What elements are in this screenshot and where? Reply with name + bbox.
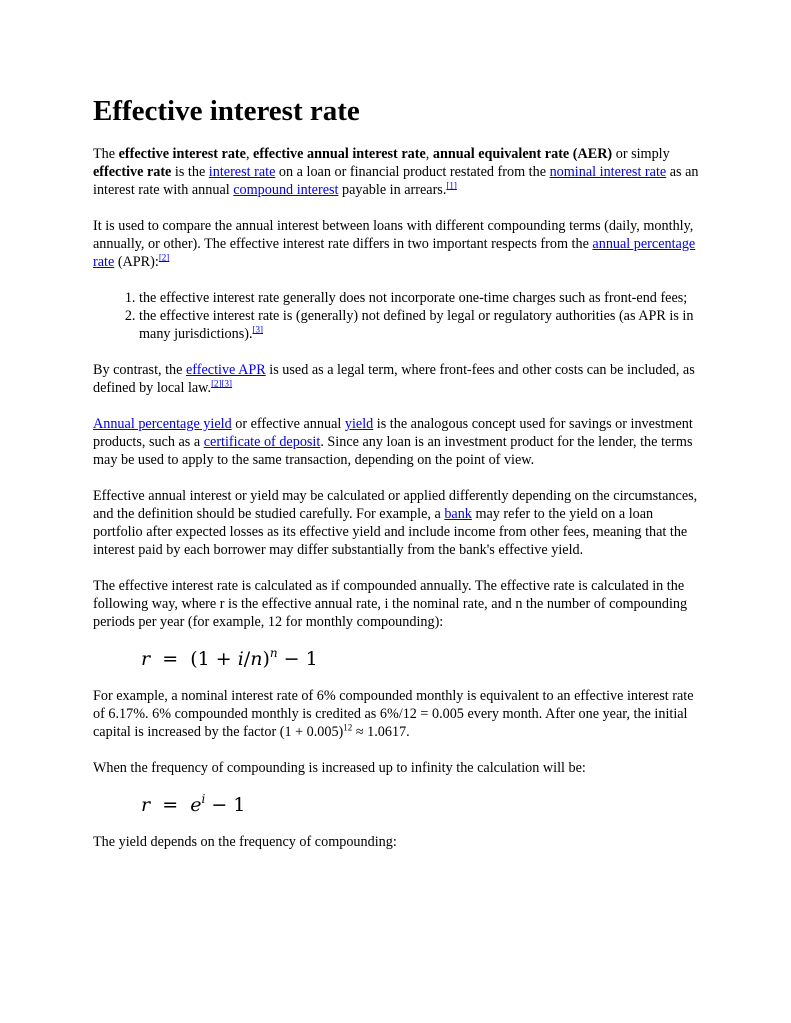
term-effective-annual-interest-rate: effective annual interest rate [253, 146, 426, 162]
term-effective-rate: effective rate [93, 164, 172, 180]
citation-1[interactable]: [1] [446, 180, 457, 191]
term-aer: annual equivalent rate (AER) [432, 146, 613, 162]
citation-3[interactable]: [3] [221, 378, 233, 389]
formula-compound: $r = (1 + i/n)^n - 1$ [141, 646, 318, 670]
effective-apr-paragraph: By contrast, the effective APR is used as a legal term, where front-fees and other costs can be included, as defined by local law.[2][3] [93, 362, 695, 396]
citation-2[interactable]: [2] [211, 378, 222, 389]
yield-frequency-paragraph: The yield depends on the frequency of compounding: [93, 834, 397, 850]
differences-list [93, 289, 703, 343]
link-nominal-interest-rate[interactable]: nominal interest rate [549, 164, 667, 180]
link-yield[interactable]: yield [344, 416, 374, 432]
list-item: 2. the effective interest rate is (generally) not defined by legal or regulatory authorities (as APR is in many jurisdictions).[3] [139, 307, 703, 343]
list-item: 1. the effective interest rate generally does not incorporate one-time charges such as front-end fees; [139, 289, 703, 307]
citation-3[interactable]: [3] [252, 324, 263, 335]
continuous-paragraph: When the frequency of compounding is increased up to infinity the calculation will be: [93, 760, 586, 776]
term-effective-interest-rate: effective interest rate [118, 146, 246, 162]
link-effective-apr[interactable]: effective APR [186, 362, 266, 378]
formula-continuous: $r = e^i - 1$ [141, 792, 246, 816]
link-annual-percentage-rate[interactable]: annual percentage rate [93, 236, 696, 270]
bank-paragraph: Effective annual interest or yield may be calculated or applied differently depending on the circumstances, and the definition should be studied carefully. For example, a bank may refer to the yield on a loan portfolio after expected losses as its effective yield and include income from other fees, meaning that the interest paid by each borrower may differ substantially from the bank's effective yield. [93, 488, 698, 558]
link-compound-interest[interactable]: compound interest [233, 182, 339, 198]
link-interest-rate[interactable]: interest rate [208, 164, 276, 180]
link-certificate-of-deposit[interactable]: certificate of deposit [203, 434, 321, 450]
yield-paragraph: Annual percentage yield or effective annual yield is the analogous concept used for savings or investment products, such as a certificate of deposit. Since any loan is an investment product for the lender, the terms may be used to apply to the same transaction, depending on the point of view. [93, 416, 693, 468]
example-paragraph: For example, a nominal interest rate of 6% compounded monthly is equivalent to an effective interest rate of 6.17%. 6% compounded monthly is credited as 6%/12 = 0.005 every month. After one year, the initial capital is increased by the factor $(1 + 0.005)^{12} \approx 1.0617$. [93, 688, 694, 740]
link-bank[interactable]: bank [444, 506, 472, 522]
page-title: Effective interest rate [93, 95, 360, 127]
citation-2[interactable]: [2] [158, 252, 170, 263]
calculation-paragraph: The effective interest rate is calculated as if compounded annually. The effective rate is calculated in the following way, where r is the effective annual rate, i the nominal rate, and n the number of compounding periods per year (for example, 12 for monthly compounding): [93, 578, 688, 630]
article [93, 93, 703, 869]
intro-paragraph: The effective interest rate, effective annual interest rate, annual equivalent rate (AER) or simply effective rate is the interest rate on a loan or financial product restated from the nominal interest rate as an interest rate with annual compound interest payable in arrears.[1] [93, 146, 699, 198]
apr-comparison-paragraph: It is used to compare the annual interest between loans with different compounding terms (daily, monthly, annually, or other). The effective interest rate differs in two important respects from the annual percentage rate (APR):[2] [93, 218, 696, 270]
link-annual-percentage-yield[interactable]: Annual percentage yield [93, 416, 232, 432]
